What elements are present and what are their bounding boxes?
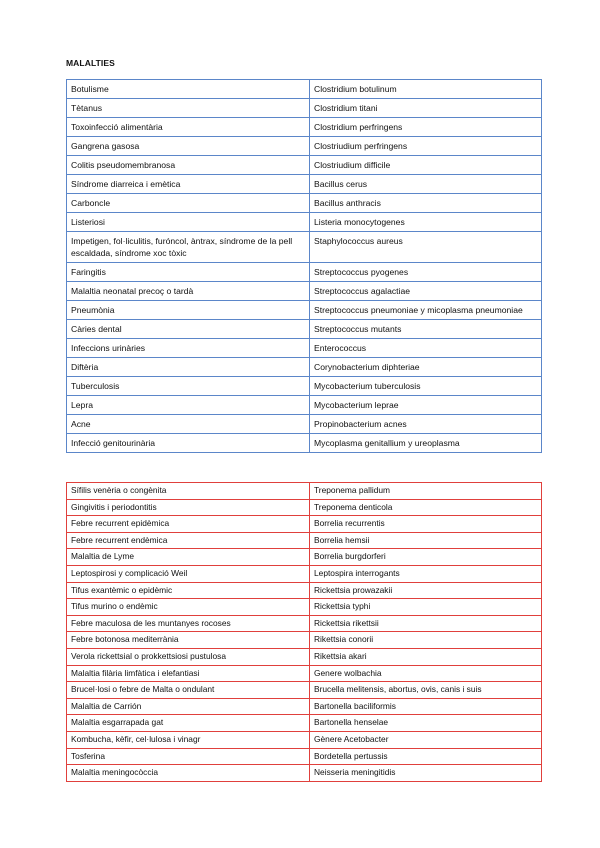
disease-cell: Febre recurrent epidèmica [67,516,310,533]
pathogen-cell: Corynobacterium diphteriae [310,358,542,377]
table-row [67,415,542,434]
disease-cell: Tètanus [67,99,310,118]
diseases-table-red [66,482,542,782]
table-row [67,301,542,320]
table-row [67,396,542,415]
pathogen-cell: Bartonella henselae [310,715,542,732]
pathogen-cell: Rickettsia prowazakii [310,582,542,599]
table-row [67,80,542,99]
disease-cell: Brucel·losi o febre de Malta o ondulant [67,682,310,699]
table-row [67,632,542,649]
pathogen-cell: Borrelia hemsii [310,532,542,549]
disease-cell: Síndrome diarreica i emètica [67,175,310,194]
disease-cell: Diftèria [67,358,310,377]
disease-cell: Leptospirosi y complicació Weil [67,565,310,582]
table-row [67,175,542,194]
disease-cell: Sífilis venèria o congènita [67,483,310,500]
disease-cell: Botulisme [67,80,310,99]
pathogen-cell: Borrelia recurrentis [310,516,542,533]
pathogen-cell: Bacillus cerus [310,175,542,194]
pathogen-cell: Rickettsia typhi [310,599,542,616]
disease-cell: Malaltia meningocòccia [67,765,310,782]
table-row [67,765,542,782]
pathogen-cell: Mycoplasma genitallium y ureoplasma [310,434,542,453]
pathogen-cell: Treponema denticola [310,499,542,516]
disease-cell: Malaltia de Carrión [67,698,310,715]
diseases-table-blue [66,79,542,453]
disease-cell: Kombucha, kèfir, cel·lulosa i vinagr [67,731,310,748]
disease-cell: Verola rickettsial o prokkettsiosi pustulosa [67,648,310,665]
disease-cell: Colitis pseudomembranosa [67,156,310,175]
disease-cell: Febre maculosa de les muntanyes rocoses [67,615,310,632]
pathogen-cell: Clostridium botulinum [310,80,542,99]
pathogen-cell: Neisseria meningitidis [310,765,542,782]
table-row [67,682,542,699]
table-row [67,565,542,582]
pathogen-cell: Rikettsia akari [310,648,542,665]
table-row [67,648,542,665]
table-row [67,698,542,715]
pathogen-cell: Gènere Acetobacter [310,731,542,748]
table-row [67,615,542,632]
disease-cell: Gingivitis i periodontitis [67,499,310,516]
disease-cell: Malaltia filària limfàtica i elefantiasi [67,665,310,682]
table-row [67,232,542,263]
disease-cell: Faringitis [67,263,310,282]
pathogen-cell: Rickettsia rikettsii [310,615,542,632]
table-row [67,213,542,232]
disease-cell: Lepra [67,396,310,415]
pathogen-cell: Leptospira interrogants [310,565,542,582]
disease-cell: Tosferina [67,748,310,765]
pathogen-cell: Propinobacterium acnes [310,415,542,434]
disease-cell: Tuberculosis [67,377,310,396]
table-row [67,549,542,566]
table-row [67,715,542,732]
table-row [67,282,542,301]
disease-cell: Toxoinfecció alimentària [67,118,310,137]
page-title: MALALTIES [66,58,115,68]
disease-cell: Carboncle [67,194,310,213]
pathogen-cell: Streptococcus agalactiae [310,282,542,301]
table-row [67,599,542,616]
table-row [67,194,542,213]
pathogen-cell: Clostridium perfringens [310,118,542,137]
disease-cell: Pneumònia [67,301,310,320]
pathogen-cell: Treponema pallidum [310,483,542,500]
disease-cell: Impetigen, fol·liculitis, furóncol, àntrax, síndrome de la pell escaldada, síndrome xoc tòxic [67,232,310,263]
disease-cell: Càries dental [67,320,310,339]
disease-cell: Febre recurrent endèmica [67,532,310,549]
table-row [67,582,542,599]
pathogen-cell: Genere wolbachia [310,665,542,682]
pathogen-cell: Mycobacterium leprae [310,396,542,415]
table-row [67,665,542,682]
pathogen-cell: Borrelia burgdorferi [310,549,542,566]
table-row [67,118,542,137]
pathogen-cell: Bartonella baciliformis [310,698,542,715]
disease-cell: Gangrena gasosa [67,137,310,156]
pathogen-cell: Staphylococcus aureus [310,232,542,263]
table-row [67,499,542,516]
disease-cell: Tifus murino o endèmic [67,599,310,616]
pathogen-cell: Enterococcus [310,339,542,358]
pathogen-cell: Streptococcus pneumoniae y micoplasma pneumoniae [310,301,542,320]
table-row [67,731,542,748]
pathogen-cell: Bacillus anthracis [310,194,542,213]
disease-cell: Acne [67,415,310,434]
disease-cell: Tifus exantèmic o epidèmic [67,582,310,599]
pathogen-cell: Mycobacterium tuberculosis [310,377,542,396]
table-row [67,483,542,500]
table-row [67,156,542,175]
table-row [67,532,542,549]
table-row [67,339,542,358]
table-row [67,434,542,453]
disease-cell: Infecció genitourinària [67,434,310,453]
disease-cell: Listeriosi [67,213,310,232]
table-row [67,516,542,533]
pathogen-cell: Clostriudium perfringens [310,137,542,156]
table-row [67,320,542,339]
disease-cell: Malaltia de Lyme [67,549,310,566]
table-row [67,99,542,118]
pathogen-cell: Streptococcus pyogenes [310,263,542,282]
table-row [67,748,542,765]
table-row [67,263,542,282]
pathogen-cell: Bordetella pertussis [310,748,542,765]
table-row [67,377,542,396]
disease-cell: Febre botonosa mediterrània [67,632,310,649]
pathogen-cell: Clostridium titani [310,99,542,118]
disease-cell: Malaltia neonatal precoç o tardà [67,282,310,301]
disease-cell: Infeccions urinàries [67,339,310,358]
pathogen-cell: Brucella melitensis, abortus, ovis, canis i suis [310,682,542,699]
disease-cell: Malaltia esgarrapada gat [67,715,310,732]
table-row [67,358,542,377]
pathogen-cell: Rikettsia conorii [310,632,542,649]
table-row [67,137,542,156]
pathogen-cell: Clostriudium difficile [310,156,542,175]
pathogen-cell: Listeria monocytogenes [310,213,542,232]
pathogen-cell: Streptococcus mutants [310,320,542,339]
